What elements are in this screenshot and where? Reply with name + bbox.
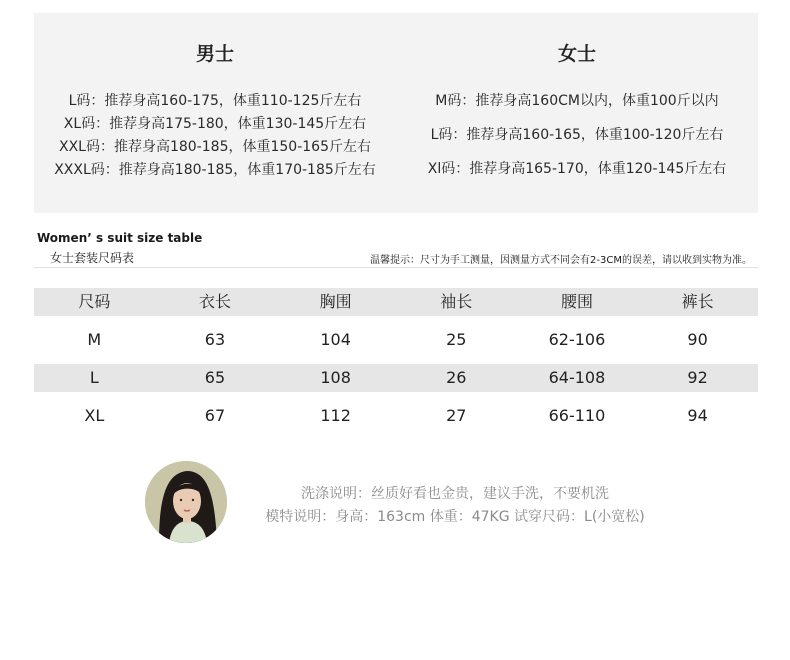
women-size-line: M码：推荐身高160CM以内，体重100斤以内: [435, 93, 719, 109]
men-size-line: XL码：推荐身高175-180，体重130-145斤左右: [63, 116, 367, 132]
table-title-en: Women’ s suit size table: [37, 231, 203, 245]
table-cell: L: [89, 368, 99, 387]
table-cell: 67: [204, 406, 226, 425]
table-cell: XL: [84, 406, 105, 425]
table-cell: 27: [446, 406, 467, 425]
table-row: [34, 326, 758, 354]
header-length: 衣长: [198, 292, 231, 311]
model-info: 模特说明：身高：163cm 体重：47KG 试穿尺码：L(小宽松): [265, 509, 645, 525]
women-title: 女士: [557, 43, 596, 65]
size-recommendation-panel: [34, 13, 758, 213]
table-cell: 92: [687, 368, 708, 387]
table-cell: 104: [320, 330, 351, 349]
header-size: 尺码: [78, 292, 111, 311]
table-title-zh: 女士套装尺码表: [50, 251, 135, 265]
model-photo: [145, 461, 227, 543]
women-size-line: L码：推荐身高160-165，体重100-120斤左右: [430, 127, 724, 143]
table-cell: M: [87, 330, 102, 349]
wash-instruction: 洗涤说明：丝质好看也金贵，建议手洗，不要机洗: [301, 486, 609, 502]
men-title: 男士: [195, 43, 234, 65]
size-table: [34, 288, 758, 440]
model-portrait-illustration: [145, 461, 227, 543]
table-cell: 66-110: [548, 406, 606, 425]
table-cell: 90: [687, 330, 708, 349]
header-pants-length: 裤长: [681, 292, 714, 311]
table-cell: 25: [446, 330, 467, 349]
table-cell: 112: [320, 406, 351, 425]
table-cell: 64-108: [548, 368, 606, 387]
table-row: [34, 364, 758, 392]
table-cell: 62-106: [548, 330, 606, 349]
table-cell: 65: [204, 368, 226, 387]
men-size-line: XXL码：推荐身高180-185，体重150-165斤左右: [59, 139, 371, 155]
table-header-row: [34, 288, 758, 316]
measurement-tip: 温馨提示：尺寸为手工测量，因测量方式不同会有2-3CM的误差，请以收到实物为准。: [370, 255, 752, 266]
header-bust: 胸围: [319, 292, 352, 311]
men-size-line: L码：推荐身高160-175，体重110-125斤左右: [68, 93, 362, 109]
table-cell: 26: [446, 368, 467, 387]
table-row: [34, 402, 758, 430]
men-size-line: XXXL码：推荐身高180-185，体重170-185斤左右: [54, 162, 376, 178]
table-cell: 63: [204, 330, 226, 349]
divider: [34, 267, 758, 268]
women-size-line: Xl码：推荐身高165-170，体重120-145斤左右: [427, 161, 727, 177]
table-cell: 108: [320, 368, 351, 387]
table-cell: 94: [687, 406, 708, 425]
header-waist: 腰围: [560, 292, 593, 311]
header-sleeve: 袖长: [440, 292, 473, 311]
